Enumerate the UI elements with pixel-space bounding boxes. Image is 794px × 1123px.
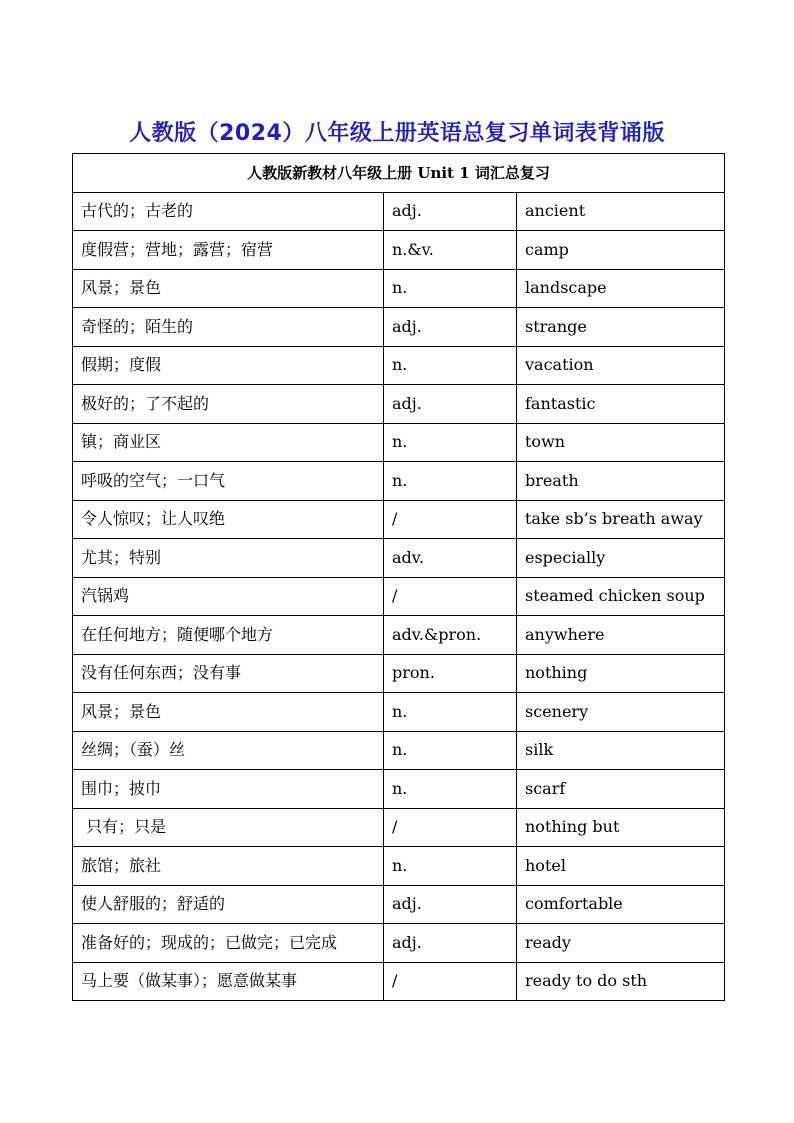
english-word-cell: nothing but bbox=[517, 808, 725, 847]
table-row bbox=[73, 385, 725, 424]
part-of-speech-cell: adj. bbox=[384, 885, 517, 924]
part-of-speech-cell: pron. bbox=[384, 654, 517, 693]
chinese-meaning-cell: 呼吸的空气；一口气 bbox=[73, 462, 384, 501]
part-of-speech-cell: n. bbox=[384, 269, 517, 308]
chinese-meaning-cell: 只有；只是 bbox=[73, 808, 384, 847]
english-word-cell: breath bbox=[517, 462, 725, 501]
english-word-cell: strange bbox=[517, 308, 725, 347]
table-row bbox=[73, 731, 725, 770]
part-of-speech-cell: n. bbox=[384, 693, 517, 732]
part-of-speech-cell: n.&v. bbox=[384, 231, 517, 270]
part-of-speech-cell: / bbox=[384, 577, 517, 616]
table-row bbox=[73, 192, 725, 231]
part-of-speech-cell: n. bbox=[384, 770, 517, 809]
table-row bbox=[73, 346, 725, 385]
part-of-speech-cell: / bbox=[384, 500, 517, 539]
table-row bbox=[73, 847, 725, 886]
table-row bbox=[73, 539, 725, 578]
table-body bbox=[73, 192, 725, 1001]
chinese-meaning-cell: 丝绸；（蚕）丝 bbox=[73, 731, 384, 770]
chinese-meaning-cell: 在任何地方；随便哪个地方 bbox=[73, 616, 384, 655]
english-word-cell: nothing bbox=[517, 654, 725, 693]
part-of-speech-cell: / bbox=[384, 808, 517, 847]
part-of-speech-cell: / bbox=[384, 962, 517, 1001]
part-of-speech-cell: n. bbox=[384, 847, 517, 886]
chinese-meaning-cell: 古代的；古老的 bbox=[73, 192, 384, 231]
part-of-speech-cell: adj. bbox=[384, 924, 517, 963]
english-word-cell: silk bbox=[517, 731, 725, 770]
table-row bbox=[73, 924, 725, 963]
english-word-cell: ancient bbox=[517, 192, 725, 231]
chinese-meaning-cell: 令人惊叹；让人叹绝 bbox=[73, 500, 384, 539]
chinese-meaning-cell: 假期；度假 bbox=[73, 346, 384, 385]
english-word-cell: camp bbox=[517, 231, 725, 270]
table-header-row bbox=[73, 154, 725, 193]
english-word-cell: ready bbox=[517, 924, 725, 963]
part-of-speech-cell: n. bbox=[384, 462, 517, 501]
english-word-cell: fantastic bbox=[517, 385, 725, 424]
table-row bbox=[73, 308, 725, 347]
english-word-cell: landscape bbox=[517, 269, 725, 308]
table-row bbox=[73, 616, 725, 655]
chinese-meaning-cell: 准备好的；现成的；已做完；已完成 bbox=[73, 924, 384, 963]
table-row bbox=[73, 885, 725, 924]
chinese-meaning-cell: 极好的；了不起的 bbox=[73, 385, 384, 424]
part-of-speech-cell: adv. bbox=[384, 539, 517, 578]
table-row bbox=[73, 654, 725, 693]
table-row bbox=[73, 962, 725, 1001]
chinese-meaning-cell: 没有任何东西；没有事 bbox=[73, 654, 384, 693]
english-word-cell: hotel bbox=[517, 847, 725, 886]
chinese-meaning-cell: 度假营；营地；露营；宿营 bbox=[73, 231, 384, 270]
table-row bbox=[73, 693, 725, 732]
chinese-meaning-cell: 围巾；披巾 bbox=[73, 770, 384, 809]
table-row bbox=[73, 231, 725, 270]
part-of-speech-cell: n. bbox=[384, 731, 517, 770]
part-of-speech-cell: adj. bbox=[384, 192, 517, 231]
english-word-cell: take sb’s breath away bbox=[517, 500, 725, 539]
table-row bbox=[73, 770, 725, 809]
chinese-meaning-cell: 使人舒服的；舒适的 bbox=[73, 885, 384, 924]
table-row bbox=[73, 577, 725, 616]
chinese-meaning-cell: 风景；景色 bbox=[73, 693, 384, 732]
table-row bbox=[73, 269, 725, 308]
vocabulary-table bbox=[72, 153, 725, 1001]
part-of-speech-cell: adj. bbox=[384, 385, 517, 424]
english-word-cell: anywhere bbox=[517, 616, 725, 655]
chinese-meaning-cell: 奇怪的；陌生的 bbox=[73, 308, 384, 347]
chinese-meaning-cell: 汽锅鸡 bbox=[73, 577, 384, 616]
english-word-cell: scarf bbox=[517, 770, 725, 809]
english-word-cell: especially bbox=[517, 539, 725, 578]
table-row bbox=[73, 462, 725, 501]
table-row bbox=[73, 423, 725, 462]
english-word-cell: steamed chicken soup bbox=[517, 577, 725, 616]
english-word-cell: scenery bbox=[517, 693, 725, 732]
english-word-cell: town bbox=[517, 423, 725, 462]
part-of-speech-cell: n. bbox=[384, 346, 517, 385]
english-word-cell: ready to do sth bbox=[517, 962, 725, 1001]
part-of-speech-cell: adj. bbox=[384, 308, 517, 347]
chinese-meaning-cell: 马上要（做某事）；愿意做某事 bbox=[73, 962, 384, 1001]
table-header: 人教版新教材八年级上册 Unit 1 词汇总复习 bbox=[73, 154, 725, 193]
english-word-cell: vacation bbox=[517, 346, 725, 385]
chinese-meaning-cell: 镇；商业区 bbox=[73, 423, 384, 462]
part-of-speech-cell: adv.&pron. bbox=[384, 616, 517, 655]
table-row bbox=[73, 808, 725, 847]
english-word-cell: comfortable bbox=[517, 885, 725, 924]
chinese-meaning-cell: 尤其；特别 bbox=[73, 539, 384, 578]
chinese-meaning-cell: 风景；景色 bbox=[73, 269, 384, 308]
table-row bbox=[73, 500, 725, 539]
part-of-speech-cell: n. bbox=[384, 423, 517, 462]
chinese-meaning-cell: 旅馆；旅社 bbox=[73, 847, 384, 886]
document-title: 人教版（2024）八年级上册英语总复习单词表背诵版 bbox=[129, 121, 665, 146]
